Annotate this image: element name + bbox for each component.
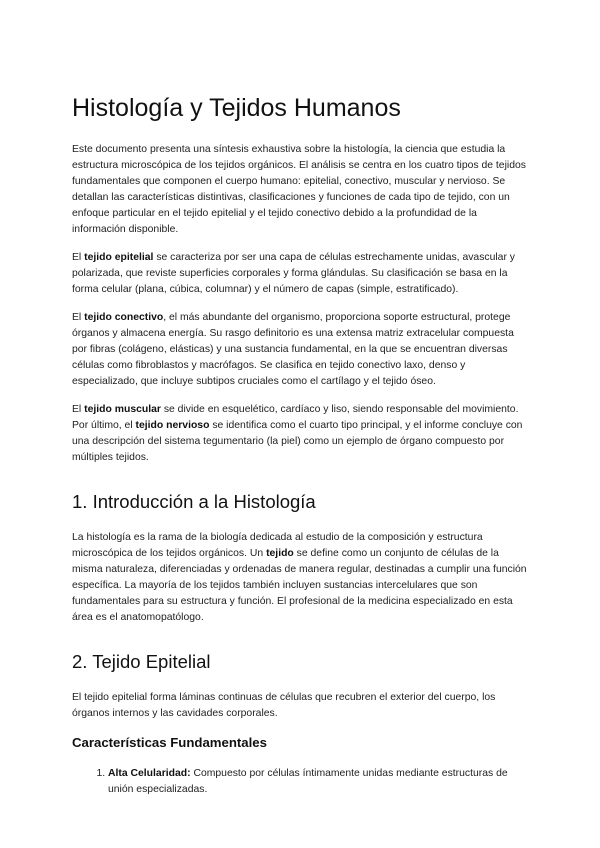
text-run: El (72, 252, 85, 263)
text-run: El (72, 404, 85, 415)
bold-term: tejido conectivo (84, 312, 164, 323)
section-1-paragraph (72, 530, 530, 626)
document-title: Histología y Tejidos Humanos (72, 94, 401, 122)
section-2-paragraph: El tejido epitelial forma láminas continuas de células que recubren el exterior del cuerpo, los órganos internos y las cavidades corporales. (72, 692, 496, 719)
intro-paragraph-1: Este documento presenta una síntesis exhaustiva sobre la histología, la ciencia que estudia la estructura microscópica de los tejidos orgánicos. El análisis se centra en los cuatro tipos de tejidos fundamentales que componen el cuerpo humano: epitelial, conectivo, muscular y nervioso. Se detallan las características distintivas, clasificaciones y funciones de cada tipo de tejido, con un enfoque particular en el tejido epitelial y el tejido conectivo debido a la profundidad de la información disponible. (72, 144, 526, 235)
list-item-text: Compuesto por células íntimamente unidas mediante estructuras de unión especializadas. (108, 768, 508, 795)
intro-paragraph-4 (72, 402, 530, 466)
bold-term: tejido muscular (84, 404, 161, 415)
bold-term: tejido nervioso (135, 420, 210, 431)
text-run: , el más abundante del organismo, proporciona soporte estructural, protege órganos y almacena energía. Su rasgo definitorio es una extensa matriz extracelular compuesta por fibras (colágeno, elásticas) y una sustancia fundamental, en la que se encuentran diversas células como fibroblastos y macrófagos. Se clasifica en tejido conectivo laxo, denso y especializado, que incluye subtipos cruciales como el cartílago y el tejido óseo. (72, 312, 514, 387)
section-2-subheading: Características Fundamentales (72, 735, 267, 750)
text-run: El (72, 312, 85, 323)
intro-paragraph-2 (72, 250, 530, 298)
bold-term: tejido epitelial (84, 252, 154, 263)
list-item-label: Alta Celularidad: (108, 768, 191, 779)
intro-paragraph-3 (72, 310, 530, 390)
list-item (108, 766, 530, 798)
section-1-heading: 1. Introducción a la Histología (72, 491, 316, 512)
text-run: se define como un conjunto de células de la misma naturaleza, diferenciadas y ordenadas de manera regular, destinadas a cumplir una función específica. La mayoría de los tejidos también incluyen sustancias intercelulares que son fundamentales para su estructura y función. El profesional de la medicina especializado en esta área es el anatomopatólogo. (72, 548, 527, 623)
section-2-heading: 2. Tejido Epitelial (72, 651, 211, 672)
text-run: La histología es la rama de la biología dedicada al estudio de la composición y estructura microscópica de los tejidos orgánicos. Un (72, 532, 483, 559)
text-run: se divide en esquelético, cardíaco y liso, siendo responsable del movimiento. Por último, el (72, 404, 519, 431)
text-run: se identifica como el cuarto tipo principal, y el informe concluye con una descripción del sistema tegumentario (la piel) como un ejemplo de órgano compuesto por múltiples tejidos. (72, 420, 523, 463)
text-run: se caracteriza por ser una capa de células estrechamente unidas, avascular y polarizada, que reviste superficies corporales y forma glándulas. Su clasificación se basa en la forma celular (plana, cúbica, columnar) y el número de capas (simple, estratificado). (72, 252, 515, 295)
bold-term: tejido (266, 548, 294, 559)
characteristics-list (72, 766, 530, 798)
